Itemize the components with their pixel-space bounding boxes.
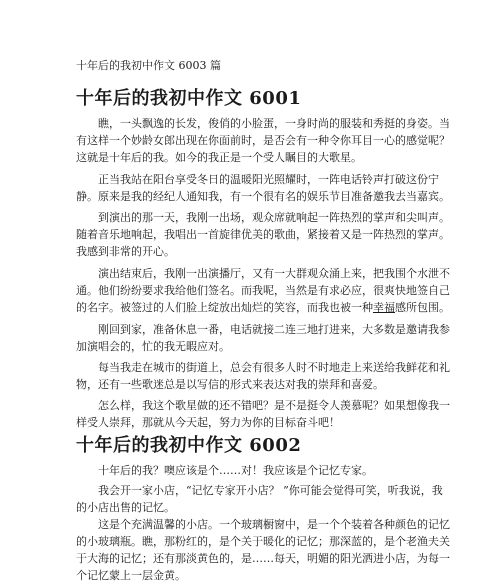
text-line: 瞧，一头飘逸的长发，俊俏的小脸蛋，一身时尚的服装和秀挺的身姿。当 (98, 117, 450, 130)
section-heading: 十年后的我初中作文 6002 (76, 435, 302, 456)
document-title: 十年后的我初中作文 6003 篇 (76, 59, 221, 72)
paragraph (76, 209, 450, 260)
text-line: 于大海的记忆；还有那淡黄色的，是……每天，明媚的阳光洒进小店，为每一 (76, 552, 450, 565)
text-line: 的小玻璃瓶。瞧，那粉红的，是个关于暖化的记忆；那深蓝的，是个老渔夫关 (76, 535, 450, 548)
text-line: 的名字。被签过的人们脸上绽放出灿烂的笑容，而我也被一种幸福感所包围。 (76, 301, 450, 314)
text-line: 的小店出售的记忆。 (76, 501, 175, 514)
text-line: 刚回到家，准备休息一番，电话就接二连三地打进来，大多数是邀请我参 (98, 323, 450, 336)
section-heading: 十年后的我初中作文 6001 (76, 88, 302, 109)
text-line: 通。他们纷纷要求我给他们签名。而我呢，当然是有求必应，很爽快地签自己 (76, 284, 450, 297)
text-line: 每当我走在城市的街道上，总会有很多人时不时地走上来送给我鲜花和礼 (98, 361, 450, 374)
text-line: 我会开一家小店，“记忆专家开小店？ ”你可能会觉得可笑，听我说，我 (98, 484, 443, 497)
text-line: 十年后的我？噢应该是个……对！我应该是个记忆专家。 (98, 464, 373, 477)
text-line: 这是个充满温馨的小店。一个玻璃橱窗中，是一个个装着各种颜色的记忆 (98, 518, 450, 531)
text-line: 这就是十年后的我。如今的我正是一个受人瞩目的大歌星。 (76, 151, 362, 164)
paragraph (76, 397, 450, 431)
paragraph (76, 115, 450, 166)
paragraph (76, 171, 450, 205)
paragraph (76, 462, 428, 479)
text-line: 到演出的那一天，我刚一出场，观众席就响起一阵热烈的掌声和尖叫声。 (98, 211, 450, 224)
paragraph (76, 321, 450, 355)
text-line: 怎么样，我这个歌星做的还不错吧？是不是挺令人羡慕呢？如果想像我一 (98, 399, 450, 412)
paragraph (76, 359, 450, 393)
text-line: 正当我站在阳台享受冬日的温暖阳光照耀时，一阵电话铃声打破这份宁 (98, 173, 439, 186)
text-line: 加演唱会的，忙的我无暇应对。 (76, 340, 230, 353)
paragraph (76, 482, 443, 516)
text-line: 随着音乐地响起，我唱出一首旋律优美的歌曲，紧接着又是一阵热烈的掌声。 (76, 228, 450, 241)
paragraph (76, 516, 450, 584)
text-line: 有这样一个妙龄女郎出现在你面前时，是否会有一种令你耳目一心的感觉呢？ (76, 134, 450, 147)
text-line: 我感到非常的开心。 (76, 245, 175, 258)
text-line: 个记忆蒙上一层金黄。 (76, 569, 186, 582)
text-line: 物，还有一些歌迷总是以写信的形式来表达对我的崇拜和喜爱。 (76, 378, 384, 391)
underlined-word: 幸福 (373, 301, 395, 314)
text-line: 演出结束后，我刚一出演播厅，又有一大群观众涌上来，把我围个水泄不 (98, 267, 450, 280)
text-line: 样受人崇拜，那就从今天起，努力为你的目标奋斗吧！ (76, 416, 340, 429)
paragraph (76, 265, 450, 316)
text-line: 静。原来是我的经纪人通知我，有一个很有名的娱乐节目准备邀我去当嘉宾。 (76, 190, 450, 203)
